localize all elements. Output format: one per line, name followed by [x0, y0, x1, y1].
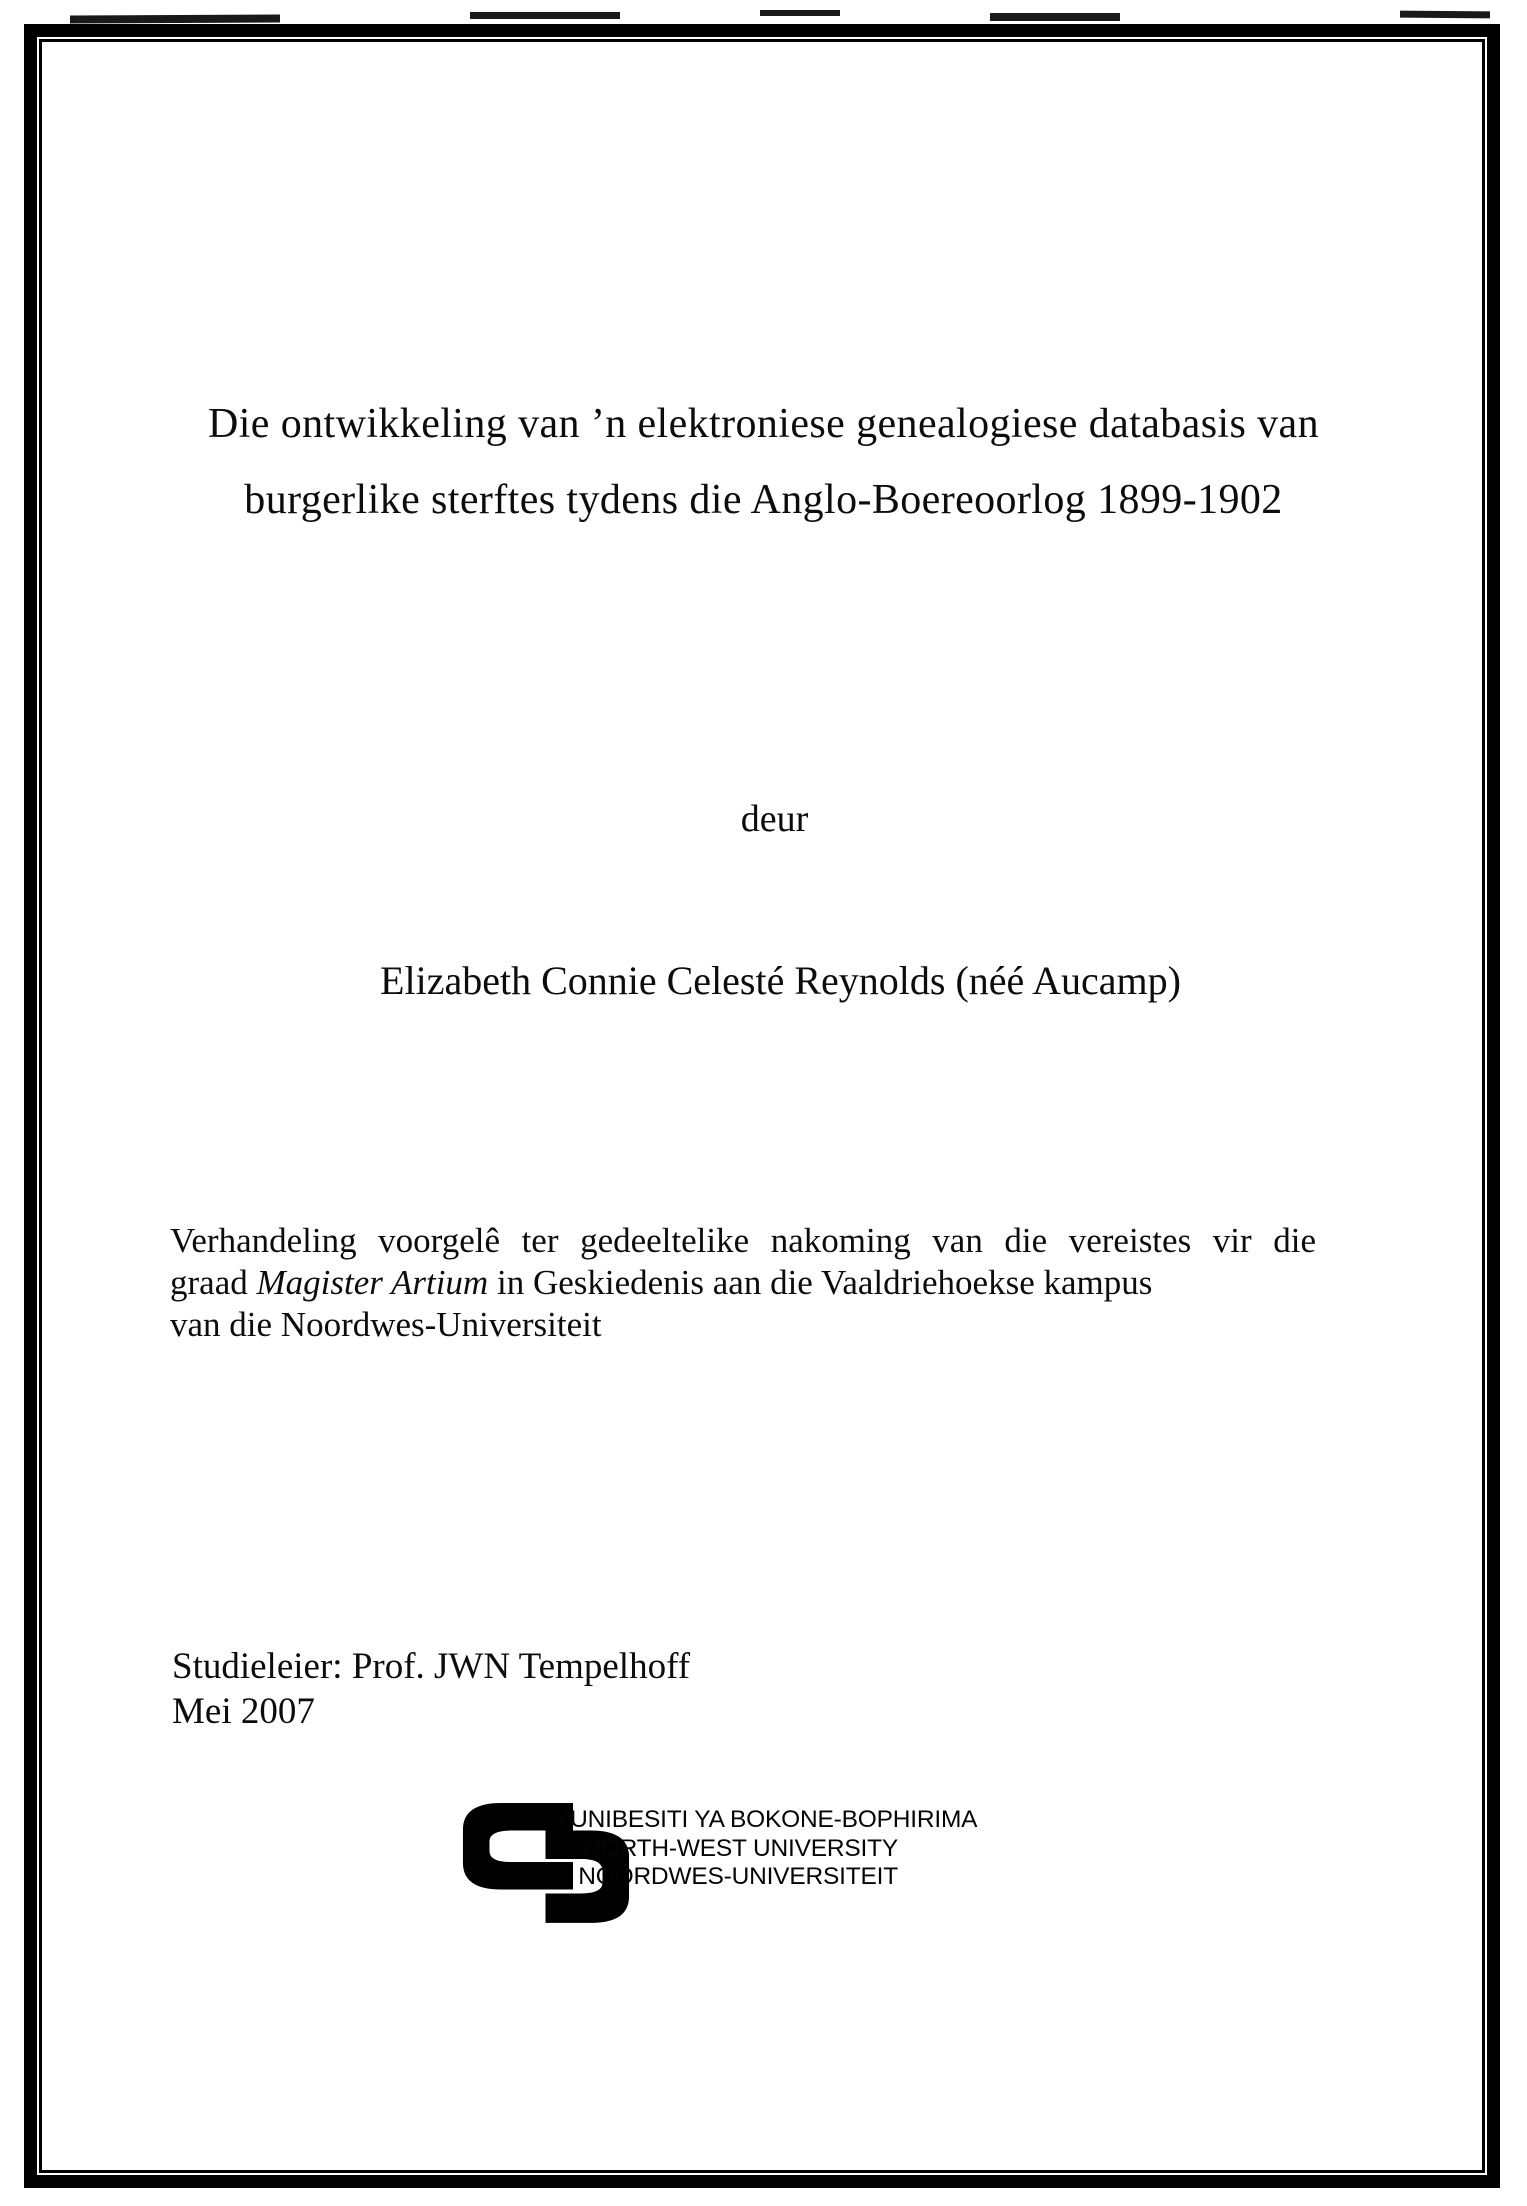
statement-line2-prefix: graad: [170, 1263, 257, 1302]
wordmark-line3: NOORDWES-UNIVERSITEIT: [578, 1863, 898, 1890]
supervisor-line: Studieleier: Prof. JWN Tempelhoff: [172, 1646, 691, 1687]
date-line: Mei 2007: [172, 1691, 315, 1732]
thesis-statement: [170, 1220, 1316, 1346]
university-logo: [460, 1797, 978, 1932]
wordmark-line1: YUNIBESITI YA BOKONE-BOPHIRIMA: [554, 1806, 978, 1833]
thesis-title-line1: Die ontwikkeling van ’n elektroniese genealogiese databasis van: [207, 401, 1319, 447]
thesis-title: [0, 386, 1527, 538]
scan-artifact: [990, 13, 1120, 21]
supervisor-block: [172, 1644, 690, 1734]
thesis-title-line2: burgerlike sterftes tydens die Anglo-Boereoorlog 1899-1902: [244, 477, 1283, 523]
statement-line3: van die Noordwes-Universiteit: [170, 1305, 602, 1344]
university-wordmark: [554, 1806, 978, 1892]
author-name: Elizabeth Connie Celesté Reynolds (néé Aucamp): [380, 958, 1181, 1003]
statement-line1: Verhandeling voorgelê ter gedeeltelike nakoming van die vereistes vir die: [170, 1221, 1316, 1260]
statement-line2-suffix: in Geskiedenis aan die Vaaldriehoekse kampus: [488, 1263, 1153, 1302]
scan-artifact: [70, 14, 280, 23]
scan-artifact: [1400, 11, 1490, 19]
wordmark-line2: NORTH-WEST UNIVERSITY: [583, 1834, 898, 1862]
statement-degree-italic: Magister Artium: [256, 1263, 489, 1302]
scan-artifact: [470, 12, 620, 19]
scan-artifact: [760, 10, 840, 16]
byline-label: deur: [740, 798, 809, 840]
statement-line2: [170, 1262, 1316, 1304]
